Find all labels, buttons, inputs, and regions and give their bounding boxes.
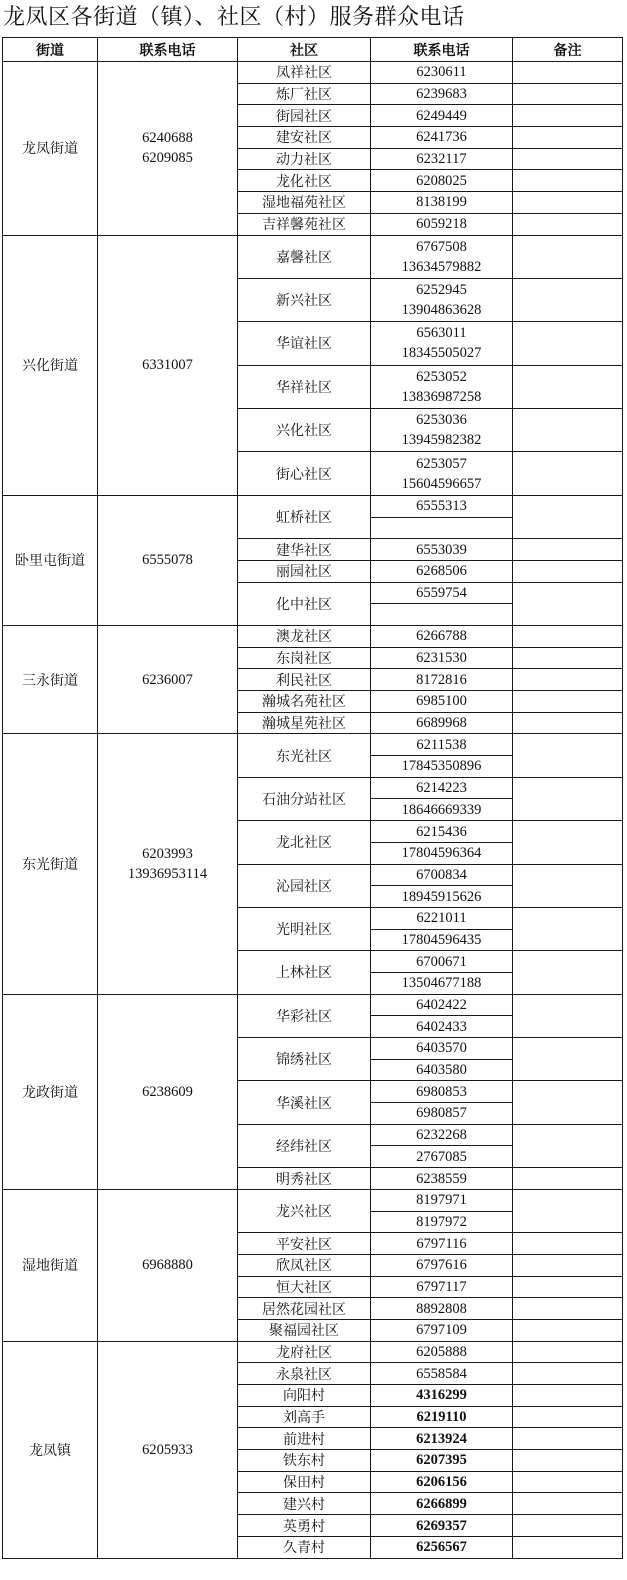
community-phone: 8892808 [371, 1298, 513, 1320]
table-body [3, 62, 623, 1559]
community-phone-number: 13945982382 [401, 432, 482, 449]
community-phone: 6213924 [371, 1428, 513, 1450]
note-cell [513, 365, 623, 408]
community-name: 街园社区 [238, 105, 371, 127]
community-name: 向阳村 [238, 1385, 371, 1407]
community-phone: 6231530 [371, 647, 513, 669]
community-phone: 6221011 [371, 907, 513, 929]
community-phone: 2767085 [371, 1146, 513, 1168]
note-cell [513, 62, 623, 84]
community-phone: 6266899 [371, 1493, 513, 1515]
community-phone: 6558584 [371, 1363, 513, 1385]
community-phone [371, 235, 513, 278]
note-cell [513, 1081, 623, 1124]
community-phone-number: 6253052 [416, 368, 467, 385]
note-cell [513, 1471, 623, 1493]
street-name: 卧里屯街道 [3, 495, 98, 625]
community-phone: 6700834 [371, 864, 513, 886]
community-name: 兴化社区 [238, 409, 371, 452]
community-phone: 6403570 [371, 1038, 513, 1060]
note-cell [513, 83, 623, 105]
table-row [3, 625, 623, 647]
community-phone: 6249449 [371, 105, 513, 127]
page-title: 龙凤区各街道（镇）、社区（村）服务群众电话 [3, 5, 465, 30]
community-name: 虹桥社区 [238, 495, 371, 538]
community-name: 凤祥社区 [238, 62, 371, 84]
street-phone-number: 6238609 [142, 1083, 193, 1100]
note-cell [513, 777, 623, 820]
header-note: 备注 [513, 38, 623, 62]
community-name: 东岗社区 [238, 647, 371, 669]
community-phone-number: 6253057 [416, 455, 467, 472]
header-row [3, 38, 623, 62]
street-phone-number: 6203993 [142, 846, 193, 863]
community-phone-number: 6563011 [416, 325, 467, 342]
community-name: 街心社区 [238, 452, 371, 495]
note-cell [513, 1385, 623, 1407]
community-name: 建兴村 [238, 1493, 371, 1515]
note-cell [513, 235, 623, 278]
community-phone-number: 18345505027 [401, 345, 482, 362]
community-name: 经纬社区 [238, 1124, 371, 1167]
community-phone: 6215436 [371, 821, 513, 843]
note-cell [513, 1298, 623, 1320]
community-phone-number: 13634579882 [401, 258, 482, 275]
note-cell [513, 1363, 623, 1385]
note-cell [513, 734, 623, 777]
street-phone-number: 6331007 [142, 357, 193, 374]
street-phone-number: 6240688 [142, 130, 193, 147]
note-cell [513, 1276, 623, 1298]
community-phone: 6059218 [371, 213, 513, 235]
community-phone: 8138199 [371, 192, 513, 214]
note-cell [513, 322, 623, 365]
community-name: 华谊社区 [238, 322, 371, 365]
community-name: 保田村 [238, 1471, 371, 1493]
street-phone [98, 734, 238, 994]
community-name: 龙府社区 [238, 1341, 371, 1363]
community-phone: 17804596435 [371, 929, 513, 951]
community-name: 光明社区 [238, 907, 371, 950]
community-name: 上林社区 [238, 951, 371, 994]
street-name: 龙凤街道 [3, 62, 98, 236]
note-cell [513, 1428, 623, 1450]
community-name: 华祥社区 [238, 365, 371, 408]
community-phone: 6256567 [371, 1536, 513, 1558]
community-phone [371, 604, 513, 626]
note-cell [513, 712, 623, 734]
community-name: 湿地福苑社区 [238, 192, 371, 214]
community-name: 前进村 [238, 1428, 371, 1450]
note-cell [513, 1493, 623, 1515]
community-phone: 6269357 [371, 1515, 513, 1537]
street-phone [98, 994, 238, 1189]
community-phone: 6403580 [371, 1059, 513, 1081]
street-phone-number: 13936953114 [127, 866, 208, 883]
community-phone-number: 6253036 [416, 412, 467, 429]
community-name: 明秀社区 [238, 1168, 371, 1190]
note-cell [513, 409, 623, 452]
community-phone: 6211538 [371, 734, 513, 756]
note-cell [513, 582, 623, 625]
community-phone: 6797116 [371, 1233, 513, 1255]
community-phone-number: 6767508 [416, 238, 467, 255]
community-phone: 6700671 [371, 951, 513, 973]
community-phone: 18646669339 [371, 799, 513, 821]
community-name: 龙兴社区 [238, 1189, 371, 1232]
community-name: 聚福园社区 [238, 1319, 371, 1341]
note-cell [513, 1515, 623, 1537]
community-name: 华溪社区 [238, 1081, 371, 1124]
street-phone [98, 1189, 238, 1341]
community-phone: 6238559 [371, 1168, 513, 1190]
community-name: 龙化社区 [238, 170, 371, 192]
note-cell [513, 452, 623, 495]
street-phone [98, 1341, 238, 1558]
community-name: 利民社区 [238, 669, 371, 691]
street-name: 东光街道 [3, 734, 98, 994]
note-cell [513, 495, 623, 538]
community-name: 建安社区 [238, 127, 371, 149]
community-phone [371, 322, 513, 365]
community-phone: 17845350896 [371, 756, 513, 778]
community-name: 华彩社区 [238, 994, 371, 1037]
community-phone: 6268506 [371, 560, 513, 582]
note-cell [513, 907, 623, 950]
community-phone-number: 6252945 [416, 282, 467, 299]
community-phone: 6214223 [371, 777, 513, 799]
note-cell [513, 1189, 623, 1232]
community-phone: 6797109 [371, 1319, 513, 1341]
community-name: 吉祥馨苑社区 [238, 213, 371, 235]
header-community-phone: 联系电话 [371, 38, 513, 62]
header-street-phone: 联系电话 [98, 38, 238, 62]
header-street: 街道 [3, 38, 98, 62]
table-row [3, 1189, 623, 1211]
community-name: 化中社区 [238, 582, 371, 625]
community-name: 刘高手 [238, 1406, 371, 1428]
street-phone-number: 6968880 [142, 1257, 193, 1274]
street-phone [98, 62, 238, 236]
note-cell [513, 1406, 623, 1428]
community-name: 铁东村 [238, 1450, 371, 1472]
note-cell [513, 1254, 623, 1276]
community-phone: 6266788 [371, 625, 513, 647]
community-name: 瀚城星苑社区 [238, 712, 371, 734]
note-cell [513, 278, 623, 321]
community-phone: 6205888 [371, 1341, 513, 1363]
community-phone: 18945915626 [371, 886, 513, 908]
street-name: 龙政街道 [3, 994, 98, 1189]
community-phone: 8197972 [371, 1211, 513, 1233]
note-cell [513, 192, 623, 214]
note-cell [513, 1536, 623, 1558]
community-phone: 6553039 [371, 539, 513, 561]
community-name: 龙北社区 [238, 821, 371, 864]
community-phone [371, 278, 513, 321]
community-name: 居然花园社区 [238, 1298, 371, 1320]
community-name: 东光社区 [238, 734, 371, 777]
community-name: 建华社区 [238, 539, 371, 561]
note-cell [513, 1124, 623, 1167]
street-phone [98, 495, 238, 625]
street-phone-number: 6209085 [142, 150, 193, 167]
note-cell [513, 864, 623, 907]
note-cell [513, 647, 623, 669]
community-phone: 6239683 [371, 83, 513, 105]
note-cell [513, 213, 623, 235]
community-phone-number: 13836987258 [401, 388, 482, 405]
header-community: 社区 [238, 38, 371, 62]
note-cell [513, 951, 623, 994]
table-row [3, 1341, 623, 1363]
community-phone: 6207395 [371, 1450, 513, 1472]
community-phone [371, 365, 513, 408]
street-phone [98, 235, 238, 495]
community-phone: 6219110 [371, 1406, 513, 1428]
street-name: 湿地街道 [3, 1189, 98, 1341]
community-name: 丽园社区 [238, 560, 371, 582]
street-phone-number: 6236007 [142, 671, 193, 688]
note-cell [513, 539, 623, 561]
note-cell [513, 625, 623, 647]
street-phone-number: 6205933 [142, 1441, 193, 1458]
contact-table [2, 37, 623, 1559]
community-phone: 8172816 [371, 669, 513, 691]
community-name: 炼厂社区 [238, 83, 371, 105]
community-name: 锦绣社区 [238, 1038, 371, 1081]
community-name: 瀚城名苑社区 [238, 691, 371, 713]
note-cell [513, 560, 623, 582]
community-phone: 6689968 [371, 712, 513, 734]
note-cell [513, 148, 623, 170]
community-phone: 6980853 [371, 1081, 513, 1103]
community-phone: 8197971 [371, 1189, 513, 1211]
community-phone: 6232268 [371, 1124, 513, 1146]
community-phone: 6402433 [371, 1016, 513, 1038]
note-cell [513, 1341, 623, 1363]
community-name: 英勇村 [238, 1515, 371, 1537]
community-phone: 6208025 [371, 170, 513, 192]
community-name: 久青村 [238, 1536, 371, 1558]
note-cell [513, 1319, 623, 1341]
community-name: 石油分站社区 [238, 777, 371, 820]
table-row [3, 994, 623, 1016]
note-cell [513, 1233, 623, 1255]
community-name: 嘉馨社区 [238, 235, 371, 278]
street-name: 龙凤镇 [3, 1341, 98, 1558]
community-name: 新兴社区 [238, 278, 371, 321]
community-phone: 17804596364 [371, 842, 513, 864]
community-name: 恒大社区 [238, 1276, 371, 1298]
community-name: 沁园社区 [238, 864, 371, 907]
community-phone: 6232117 [371, 148, 513, 170]
community-phone [371, 409, 513, 452]
community-phone: 6402422 [371, 994, 513, 1016]
community-phone: 6980857 [371, 1103, 513, 1125]
community-phone: 6985100 [371, 691, 513, 713]
community-phone: 13504677188 [371, 972, 513, 994]
community-name: 永泉社区 [238, 1363, 371, 1385]
note-cell [513, 1168, 623, 1190]
community-name: 欣凤社区 [238, 1254, 371, 1276]
note-cell [513, 170, 623, 192]
community-phone-number: 13904863628 [401, 302, 482, 319]
community-name: 动力社区 [238, 148, 371, 170]
community-phone-number: 15604596657 [401, 475, 482, 492]
community-phone: 6230611 [371, 62, 513, 84]
community-phone: 6559754 [371, 582, 513, 604]
community-phone: 6797117 [371, 1276, 513, 1298]
community-name: 平安社区 [238, 1233, 371, 1255]
community-phone [371, 452, 513, 495]
note-cell [513, 105, 623, 127]
note-cell [513, 669, 623, 691]
note-cell [513, 127, 623, 149]
table-row [3, 62, 623, 84]
community-name: 澳龙社区 [238, 625, 371, 647]
community-phone: 6206156 [371, 1471, 513, 1493]
community-phone: 6241736 [371, 127, 513, 149]
note-cell [513, 691, 623, 713]
note-cell [513, 1038, 623, 1081]
table-row [3, 235, 623, 278]
note-cell [513, 994, 623, 1037]
table-row [3, 495, 623, 517]
street-phone-number: 6555078 [142, 552, 193, 569]
table-row [3, 734, 623, 756]
street-phone [98, 625, 238, 733]
street-name: 兴化街道 [3, 235, 98, 495]
community-phone: 4316299 [371, 1385, 513, 1407]
community-phone: 6555313 [371, 495, 513, 517]
community-phone [371, 517, 513, 539]
note-cell [513, 821, 623, 864]
note-cell [513, 1450, 623, 1472]
street-name: 三永街道 [3, 625, 98, 733]
community-phone: 6797616 [371, 1254, 513, 1276]
